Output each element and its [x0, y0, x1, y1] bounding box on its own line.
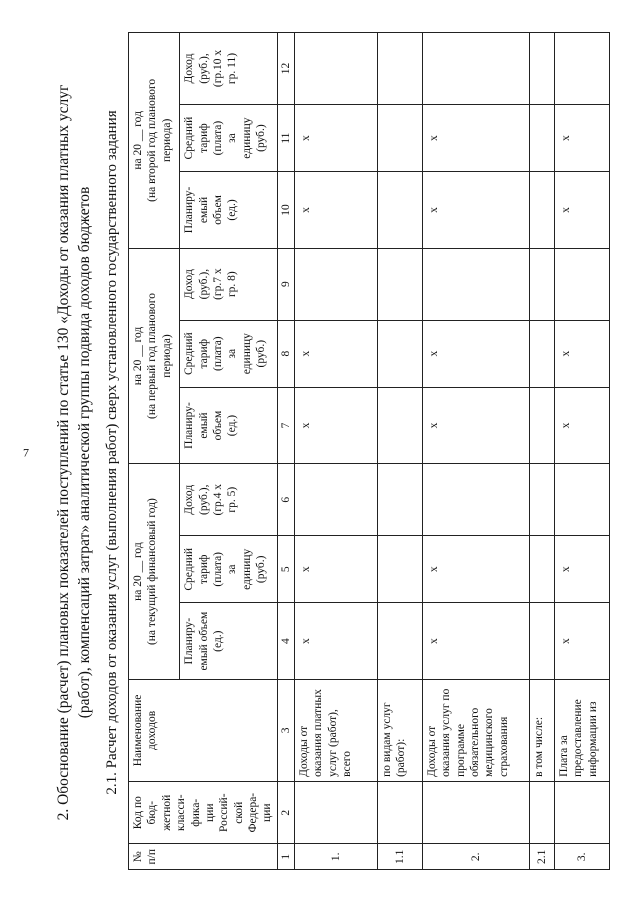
- empty-cell: [554, 464, 609, 536]
- header-volume: Планиру- емый объем (ед.): [180, 172, 277, 249]
- empty-cell: [529, 603, 554, 680]
- not-applicable-mark: [554, 536, 609, 603]
- not-applicable-mark: [554, 320, 609, 387]
- row-income-name: Доходы от оказания услуг по программе обязательного медицинского страхования: [422, 679, 529, 781]
- x-mark: x: [299, 207, 312, 213]
- empty-cell: [377, 172, 422, 249]
- table-body: [294, 33, 609, 870]
- row-number: 2.1: [529, 844, 554, 870]
- row-income-name: в том числе:: [529, 679, 554, 781]
- row-income-name: по видам услуг (работ):: [377, 679, 422, 781]
- not-applicable-mark: [422, 320, 529, 387]
- empty-cell: [377, 33, 422, 105]
- table-row: [294, 33, 377, 870]
- section-heading-line2: (работ), компенсаций затрат» аналитической группы подвида доходов бюджетов: [76, 186, 93, 719]
- row-number: 1.: [294, 844, 377, 870]
- empty-cell: [422, 464, 529, 536]
- x-mark: x: [427, 350, 440, 357]
- not-applicable-mark: [554, 172, 609, 249]
- header-period-second: на 20 __ год (на второй год планового периода): [129, 33, 180, 249]
- header-period-first: на 20 __ год (на первый год планового периода): [129, 248, 180, 464]
- empty-cell: [529, 320, 554, 387]
- header-tariff: Средний тариф (плата) за единицу (руб.): [180, 320, 277, 387]
- column-number: 8: [277, 320, 294, 387]
- row-number: 3.: [554, 844, 609, 870]
- column-number: 2: [277, 781, 294, 844]
- header-income-name: Наименование доходов: [129, 679, 278, 781]
- subsection-heading: 2.1. Расчет доходов от оказания услуг (выполнения работ) сверх установленного государственного задания: [104, 110, 120, 795]
- header-income: Доход (руб.), (гр.4 х гр. 5): [180, 464, 277, 536]
- not-applicable-mark: [554, 603, 609, 680]
- column-number-row: [277, 33, 294, 870]
- row-budget-code: [294, 781, 377, 844]
- column-number: 6: [277, 464, 294, 536]
- x-mark: x: [427, 422, 440, 429]
- not-applicable-mark: [294, 104, 377, 171]
- header-period-current: на 20 __ год (на текущий финансовый год): [129, 464, 180, 680]
- empty-cell: [377, 603, 422, 680]
- not-applicable-mark: [294, 536, 377, 603]
- empty-cell: [529, 464, 554, 536]
- empty-cell: [377, 104, 422, 171]
- not-applicable-mark: [422, 172, 529, 249]
- column-number: 4: [277, 603, 294, 680]
- x-mark: x: [299, 135, 312, 141]
- not-applicable-mark: [422, 104, 529, 171]
- not-applicable-mark: [422, 603, 529, 680]
- row-number: 1.1: [377, 844, 422, 870]
- x-mark: x: [427, 207, 440, 213]
- row-budget-code: [529, 781, 554, 844]
- empty-cell: [377, 320, 422, 387]
- row-budget-code: [422, 781, 529, 844]
- x-mark: x: [559, 135, 572, 141]
- column-number: 12: [277, 33, 294, 105]
- header-income: Доход (руб.), (гр.10 х гр. 11): [180, 33, 277, 105]
- header-num: № п/п: [129, 844, 278, 870]
- not-applicable-mark: [422, 387, 529, 464]
- x-mark: x: [299, 638, 312, 645]
- empty-cell: [377, 464, 422, 536]
- page-number: 7: [23, 445, 29, 460]
- x-mark: x: [427, 135, 440, 141]
- row-number: 2.: [422, 844, 529, 870]
- income-calculation-table: [128, 32, 610, 870]
- header-tariff: Средний тариф (плата) за единицу (руб.): [180, 536, 277, 603]
- not-applicable-mark: [294, 387, 377, 464]
- empty-cell: [529, 172, 554, 249]
- section-heading-line1: 2. Обоснование (расчет) плановых показателей поступлений по статье 130 «Доходы от оказания платных услуг: [55, 84, 72, 821]
- column-number: 5: [277, 536, 294, 603]
- empty-cell: [529, 536, 554, 603]
- table-row: [554, 33, 609, 870]
- empty-cell: [554, 33, 609, 105]
- x-mark: x: [559, 566, 572, 573]
- x-mark: x: [299, 566, 312, 573]
- table-row: [529, 33, 554, 870]
- row-budget-code: [377, 781, 422, 844]
- x-mark: x: [559, 350, 572, 357]
- row-income-name: Доходы от оказания платных услуг (работ), всего: [294, 679, 377, 781]
- column-number: 3: [277, 679, 294, 781]
- row-income-name: Плата за предоставление информации из: [554, 679, 609, 781]
- header-volume: Планиру- емый объем (ед.): [180, 387, 277, 464]
- column-number: 1: [277, 844, 294, 870]
- x-mark: x: [559, 207, 572, 213]
- empty-cell: [529, 248, 554, 320]
- empty-cell: [554, 248, 609, 320]
- x-mark: x: [299, 350, 312, 357]
- empty-cell: [422, 33, 529, 105]
- empty-cell: [529, 33, 554, 105]
- empty-cell: [377, 387, 422, 464]
- table-row: [377, 33, 422, 870]
- x-mark: x: [427, 638, 440, 645]
- not-applicable-mark: [294, 172, 377, 249]
- empty-cell: [377, 248, 422, 320]
- column-number: 11: [277, 104, 294, 171]
- x-mark: x: [299, 422, 312, 429]
- column-number: 7: [277, 387, 294, 464]
- empty-cell: [529, 387, 554, 464]
- empty-cell: [422, 248, 529, 320]
- empty-cell: [294, 33, 377, 105]
- x-mark: x: [427, 566, 440, 573]
- not-applicable-mark: [422, 536, 529, 603]
- header-tariff: Средний тариф (плата) за единицу (руб.): [180, 104, 277, 171]
- row-budget-code: [554, 781, 609, 844]
- empty-cell: [294, 248, 377, 320]
- not-applicable-mark: [294, 320, 377, 387]
- empty-cell: [377, 536, 422, 603]
- not-applicable-mark: [294, 603, 377, 680]
- x-mark: x: [559, 422, 572, 429]
- header-volume: Планиру- емый объем (ед.): [180, 603, 277, 680]
- header-row-periods: [129, 33, 180, 870]
- header-budget-code: Код по бюд- жетной класси- фика- ции Россий- ской Федера- ции: [129, 781, 278, 844]
- empty-cell: [294, 464, 377, 536]
- table-row: [422, 33, 529, 870]
- column-number: 9: [277, 248, 294, 320]
- header-income: Доход (руб.), (гр.7 х гр. 8): [180, 248, 277, 320]
- empty-cell: [529, 104, 554, 171]
- column-number: 10: [277, 172, 294, 249]
- not-applicable-mark: [554, 104, 609, 171]
- not-applicable-mark: [554, 387, 609, 464]
- x-mark: x: [559, 638, 572, 645]
